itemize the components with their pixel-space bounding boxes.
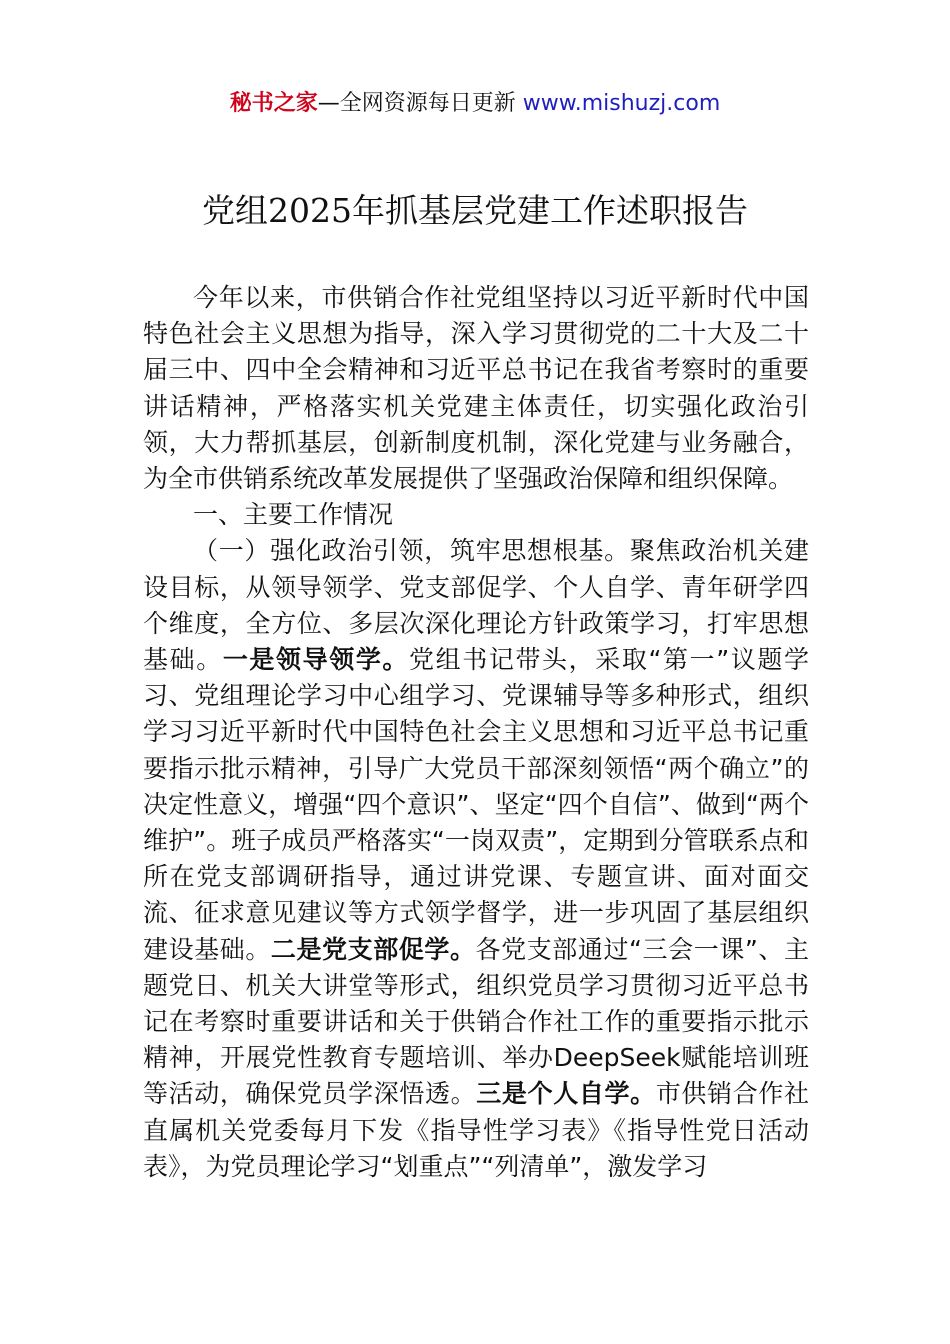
bold-label-3: 三是个人自学。 bbox=[476, 1079, 656, 1109]
bold-label-1: 一是领导领学。 bbox=[222, 645, 410, 675]
paragraph-lead: （一）强化政治引领，筑牢思想根基。聚焦政治机关建设目标，从领导领学、党支部促学、个人自学、青年研学四个维度，全方位、多层次深化理论方针政策学习，打牢思想基础。 bbox=[143, 536, 809, 675]
document-title: 党组2025年抓基层党建工作述职报告 bbox=[202, 191, 748, 230]
bold-label-2: 二是党支部促学。 bbox=[270, 934, 476, 964]
site-url-link[interactable]: www.mishuzj.com bbox=[522, 91, 721, 116]
section-paragraph bbox=[143, 533, 809, 1185]
paragraph-text-2: 各党支部通过“三会一课”、主题党日、机关大讲堂等形式，组织党员学习贯彻习近平总书记在考察时重要讲话和关于供销合作社工作的重要指示批示精神，开展党性教育专题培训、举办DeepSeek赋能培训班等活动，确保党员学深悟透。 bbox=[143, 934, 809, 1109]
document-body bbox=[143, 280, 809, 1185]
header-tagline: —全网资源每日更新 bbox=[317, 91, 523, 116]
paragraph-text-3: 市供销合作社直属机关党委每月下发《指导性学习表》《指导性党日活动表》，为党员理论学习“划重点”“列清单”，激发学习 bbox=[143, 1079, 809, 1181]
intro-paragraph: 今年以来，市供销合作社党组坚持以习近平新时代中国特色社会主义思想为指导，深入学习贯彻党的二十大及二十届三中、四中全会精神和习近平总书记在我省考察时的重要讲话精神，严格落实机关党建主体责任，切实强化政治引领，大力帮抓基层，创新制度机制，深化党建与业务融合，为全市供销系统改革发展提供了坚强政治保障和组织保障。 bbox=[143, 283, 809, 494]
section-heading: 一、主要工作情况 bbox=[193, 500, 394, 530]
site-header bbox=[0, 88, 950, 120]
brand-name: 秘书之家 bbox=[229, 91, 318, 116]
paragraph-text-1: 党组书记带头，采取“第一”议题学习、党组理论学习中心组学习、党课辅导等多种形式，组织学习习近平新时代中国特色社会主义思想和习近平总书记重要指示批示精神，引导广大党员干部深刻领悟“两个确立”的决定性意义，增强“四个意识”、坚定“四个自信”、做到“两个维护”。班子成员严格落实“一岗双责”，定期到分管联系点和所在党支部调研指导，通过讲党课、专题宣讲、面对面交流、征求意见建议等方式领学督学，进一步巩固了基层组织建设基础。 bbox=[143, 645, 809, 964]
